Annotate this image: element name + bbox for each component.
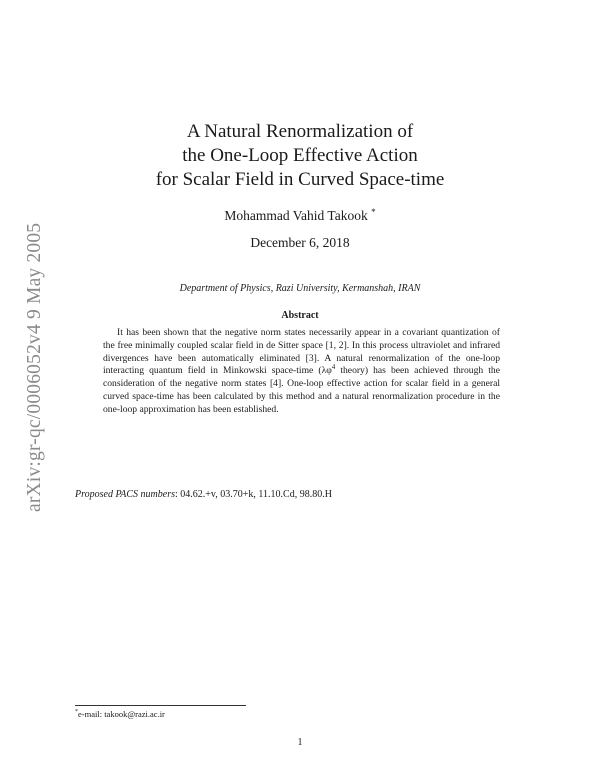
pacs-label: Proposed PACS numbers: [75, 489, 175, 500]
author-affiliation: Department of Physics, Razi University, Kermanshah, IRAN: [179, 283, 421, 294]
footnote-mark: *: [75, 709, 78, 715]
abstract-text-part-2: theory) has been achieved through the consideration of the negative norm states [4]. One-loop effective action for scalar field in a general curved space-time has been calculated by this method and a natural renormalization procedure in the one-loop approximation has been established.: [103, 365, 500, 415]
pacs-numbers: [75, 489, 332, 500]
page-number: 1: [297, 737, 303, 748]
footnote: [75, 709, 165, 719]
title-line-3: for Scalar Field in Curved Space-time: [155, 169, 445, 190]
paper-title: [0, 120, 600, 192]
footnote-email-text: e-mail: takook@razi.ac.ir: [78, 709, 165, 719]
title-line-1: A Natural Renormalization of: [186, 121, 414, 142]
title-line-2: the One-Loop Effective Action: [182, 145, 418, 166]
author-line: [0, 207, 600, 224]
pacs-values: : 04.62.+v, 03.70+k, 11.10.Cd, 98.80.H: [175, 489, 332, 500]
arxiv-identifier-stamp: arXiv:gr-qc/0006052v4 9 May 2005: [24, 222, 45, 512]
author-name: Mohammad Vahid Takook: [224, 208, 368, 223]
footnote-divider: [75, 705, 246, 706]
abstract-heading: Abstract: [281, 310, 319, 321]
paper-date: December 6, 2018: [250, 235, 350, 250]
abstract-body: [103, 327, 500, 417]
author-footnote-mark: *: [371, 207, 376, 217]
abstract-exponent: 4: [331, 363, 336, 372]
abstract-text-part-1: It has been shown that the negative norm states necessarily appear in a covariant quantization of the free minimally coupled scalar field in de Sitter space [1, 2]. In this process ultraviolet and infrared divergences have been automatically eliminated [3]. A natural renormalization of the one-loop interacting quantum field in Minkowski space-time (λφ: [103, 327, 500, 377]
